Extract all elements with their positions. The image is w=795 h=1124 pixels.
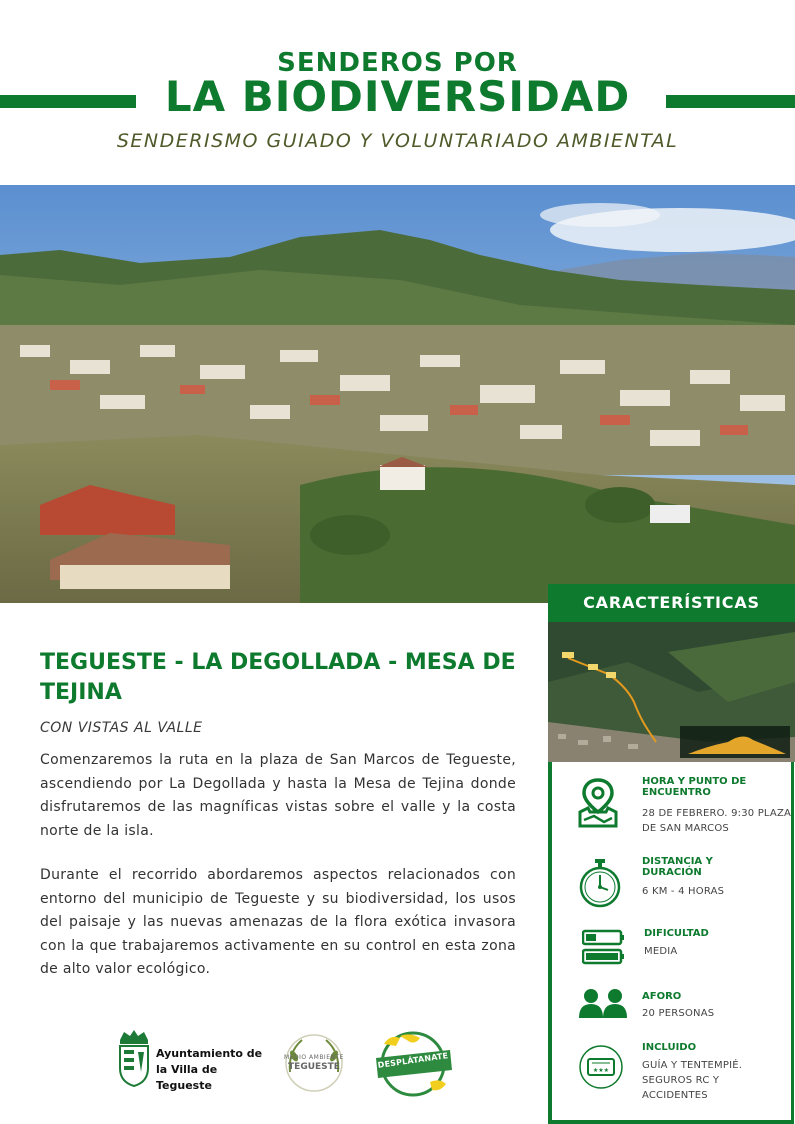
svg-text:★★★: ★★★ [592, 1067, 610, 1074]
difficulty-label: DIFICULTAD [644, 928, 709, 939]
coat-of-arms-icon [116, 1028, 152, 1088]
battery-icon [582, 928, 626, 968]
medio-ambiente-logo [280, 1032, 348, 1094]
desplatanate-logo [370, 1030, 456, 1098]
landscape-photo [0, 185, 795, 603]
ayuntamiento-name-line1: Ayuntamiento de [156, 1047, 263, 1060]
difficulty-value: MEDIA [644, 946, 678, 957]
meeting-point-value: 28 DE FEBRERO. 9:30 PLAZA DE SAN MARCOS [642, 808, 792, 834]
ayuntamiento-name-line2: la Villa de Tegueste [156, 1063, 218, 1092]
meeting-point-label: HORA Y PUNTO DE ENCUENTRO [642, 776, 747, 798]
route-description-1: Comenzaremos la ruta en la plaza de San Marcos de Tegueste, ascendiendo por La Degollada y hasta la Mesa de Tejina donde disfrutaremos de las magníficas vistas sobre el valle y la costa norte de la isla. [40, 752, 516, 839]
page-subtitle: SENDERISMO GUIADO Y VOLUNTARIADO AMBIENTAL [116, 130, 679, 152]
capacity-label: AFORO [642, 991, 682, 1002]
medio-ambiente-line2: TEGUESTE [288, 1062, 340, 1072]
capacity-value: 20 PERSONAS [642, 1008, 715, 1019]
ayuntamiento-logo [116, 1028, 276, 1092]
stopwatch-icon [578, 858, 622, 908]
route-description-2: Durante el recorrido abordaremos aspectos relacionados con entorno del municipio de Tegueste y su biodiversidad, los usos del paisaje y las nuevas amenazas de la flora exótica invasora con la que trabajaremos activamente en su control en esta zona de alto valor ecológico. [40, 867, 516, 977]
distance-duration-label: DISTANCIA Y DURACIÓN [642, 856, 713, 878]
characteristics-panel [548, 762, 794, 1124]
page-title: LA BIODIVERSIDAD [164, 72, 631, 121]
included-value: GUÍA Y TENTEMPIÉ. SEGUROS RC Y ACCIDENTES [642, 1060, 743, 1101]
ticket-icon [578, 1044, 624, 1090]
characteristics-heading: CARACTERÍSTICAS [548, 584, 795, 622]
title-top: SENDEROS POR [277, 48, 518, 78]
header [0, 0, 795, 185]
route-map [548, 622, 795, 762]
route-subtitle: CON VISTAS AL VALLE [40, 720, 203, 736]
title-rule-right [666, 95, 795, 108]
location-map-icon [578, 778, 618, 828]
route-title: TEGUESTE - LA DEGOLLADA - MESA DE TEJINA [40, 650, 516, 705]
desplatanate-name: DESPLÁTANATE [377, 1051, 449, 1070]
distance-duration-value: 6 KM - 4 HORAS [642, 886, 725, 897]
people-icon [578, 988, 628, 1020]
included-label: INCLUIDO [642, 1042, 697, 1053]
medio-ambiente-line1: MEDIO AMBIENTE [284, 1054, 344, 1061]
